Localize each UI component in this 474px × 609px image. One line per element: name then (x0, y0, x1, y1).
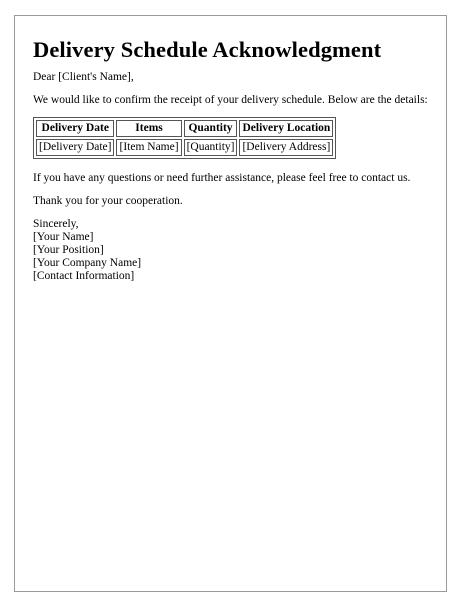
questions-paragraph: If you have any questions or need further assistance, please feel free to contact us. (33, 172, 411, 184)
column-header-delivery-location: Delivery Location (239, 120, 333, 137)
cell-quantity: [Quantity] (184, 139, 238, 156)
signature-contact: [Contact Information] (33, 270, 135, 282)
table-header-row (36, 120, 333, 137)
delivery-details-table (33, 117, 336, 159)
signature-name: [Your Name] (33, 231, 94, 243)
signature-position: [Your Position] (33, 244, 104, 256)
column-header-quantity: Quantity (184, 120, 238, 137)
page-title: Delivery Schedule Acknowledgment (33, 37, 382, 62)
signature-block (33, 218, 428, 283)
column-header-items: Items (116, 120, 181, 137)
signature-company: [Your Company Name] (33, 257, 142, 269)
cell-delivery-address: [Delivery Address] (239, 139, 333, 156)
thanks-paragraph: Thank you for your cooperation. (33, 195, 183, 207)
cell-delivery-date: [Delivery Date] (36, 139, 114, 156)
closing-text: Sincerely, (33, 218, 79, 230)
column-header-delivery-date: Delivery Date (36, 120, 114, 137)
table-row (36, 139, 333, 156)
letter-page (14, 15, 447, 592)
cell-item-name: [Item Name] (116, 139, 181, 156)
intro-paragraph: We would like to confirm the receipt of your delivery schedule. Below are the details: (33, 94, 428, 106)
greeting-text: Dear [Client's Name], (33, 71, 134, 83)
